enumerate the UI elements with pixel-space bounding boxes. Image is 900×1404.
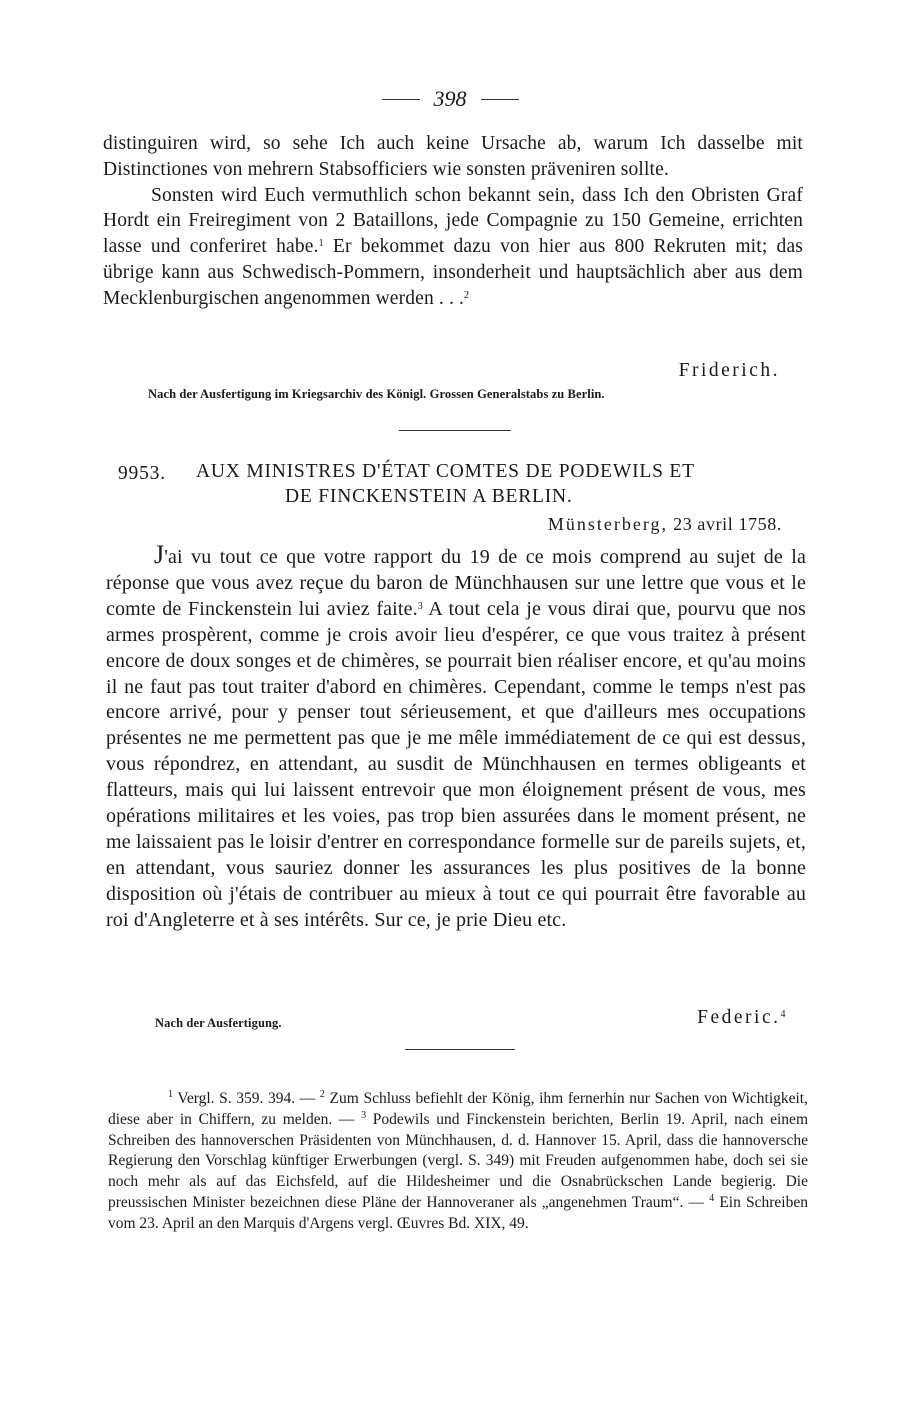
header-dash-right [481,99,519,100]
footnote-mark-4: 4 [709,1192,715,1204]
source-note-1: Nach der Ausfertigung im Kriegsarchiv des Königl. Grossen Generalstabs zu Berlin. [148,387,605,401]
letter-paragraph [106,540,806,934]
letter-text-b: A tout cela je vous dirai que, pourvu que nos armes prospèrent, comme je crois avoir lieu d'espérer, ce que vous traitez à présent encore de doux songes et de chimères, se pourrait bien réaliser encore, et qu'au moins il ne faut pas tout traiter d'abord en chimères. Cependant, comme le temps n'est pas encore arrivé, pour y penser tout sérieusement, et que d'ailleurs mes occupations présentes ne me permettent pas que je me mêle immédiatement de ce qui est dessus, vous répondrez, en attendant, au susdit de Münchhausen en termes obligeants et flatteurs, mais qui lui laissent entrevoir que mon éloignement présent de vous, mes opérations militaires et les voies, pas trop bien assurées dans le moment présent, ne me laissaient pas le loisir d'entrer en correspondance formelle sur de pareils sujets, et, en attendant, vous sauriez donner les assurances les plus positives de la bonne disposition où j'étais de contribuer au mieux à tout ce qui pourrait être favorable au roi d'Angleterre et à ses intérêts. Sur ce, je prie Dieu etc. [106,597,806,931]
paragraph-2-text-a: Sonsten wird Euch vermuthlich schon bekannt sein, dass Ich den Obristen Graf Hordt ein Freiregiment von 2 Bataillons, jede Compagnie zu 150 Gemeine, errichten lasse und conferiret habe. [103,184,803,258]
continued-paragraph-1: distinguiren wird, so sehe Ich auch keine Ursache ab, warum Ich dasselbe mit Distinctiones von mehrern Stabsofficiers wie sonsten präveniren sollte. [103,133,803,180]
source-note-2: Nach der Ausfertigung. [155,1016,282,1030]
footnote-mark-3: 3 [361,1109,367,1121]
footnote-mark-1: 1 [168,1089,173,1100]
initial-letter: J [154,540,165,569]
letter-number: 9953. [118,463,166,484]
footnote-1-text: Vergl. S. 359. 394. — [173,1090,320,1107]
signature-friderich: Friderich. [678,360,780,381]
section-divider-2 [405,1049,515,1050]
footnote-ref-3: 3 [417,600,423,612]
signature-federic-text: Federic. [697,1007,781,1028]
paragraph-2-text-b: Er bekommet dazu von hier aus 800 Rekruten mit; das übrige kann aus Schwedisch-Pommern, insonderheit und hauptsächlich aber aus dem Mecklenburgischen angenommen werden . . . [103,236,803,309]
letter-body [106,540,806,934]
continued-letter [103,131,803,312]
footnote-4-text: Ein Schreiben vom 23. April an den Marquis d'Argens vergl. Œuvres Bd. XIX, 49. [108,1193,808,1232]
page-number: 398 [433,86,467,111]
footnote-mark-2: 2 [319,1089,325,1100]
footnote-ref-1: 1 [318,238,324,250]
footnotes-text [108,1089,808,1235]
dateline-date: 23 avril 1758. [668,514,782,534]
continued-paragraph-2 [103,183,803,312]
dateline [548,514,782,535]
signature-federic [697,1007,788,1029]
footnote-ref-2: 2 [464,289,470,301]
footnote-3-text: Podewils und Finckenstein berichten, Berlin 19. April, nach einem Schreiben des hannoverschen Präsidenten von Münchhausen, d. d. Hannover 15. April, dass die hannoversche Regierung den Vorschlag künftiger Erwerbungen (vergl. S. 349) mit Freuden aufgenommen habe, doch sei sie noch mehr als auf das Eichsfeld, auf die Hildesheimer und die Osnabrückschen Lande begierig. Die preussischen Minister bezeichnen diese Pläne der Hannoveraner als „angenehmen Traum“. — [108,1110,808,1211]
dateline-place: Münsterberg, [547,514,668,534]
letter-text-a: 'ai vu tout ce que votre rapport du 19 de ce mois comprend au sujet de la réponse que vous avez reçue du baron de Münchhausen sur une lettre que vous et le comte de Finckenstein lui aviez faite. [106,546,806,620]
section-divider-1 [399,430,511,431]
footnote-2-text: Zum Schluss befiehlt der König, ihm fernerhin nur Sachen von Wichtigkeit, diese aber in Chiffern, zu melden. — [108,1090,808,1128]
heading-line-2: DE FINCKENSTEIN A BERLIN. [285,486,573,507]
page-header [0,86,900,112]
heading-line-1: AUX MINISTRES D'ÉTAT COMTES DE PODEWILS ET [196,461,695,482]
footnote-ref-4: 4 [780,1009,788,1020]
footnotes [108,1089,808,1235]
header-dash-left [382,99,420,100]
